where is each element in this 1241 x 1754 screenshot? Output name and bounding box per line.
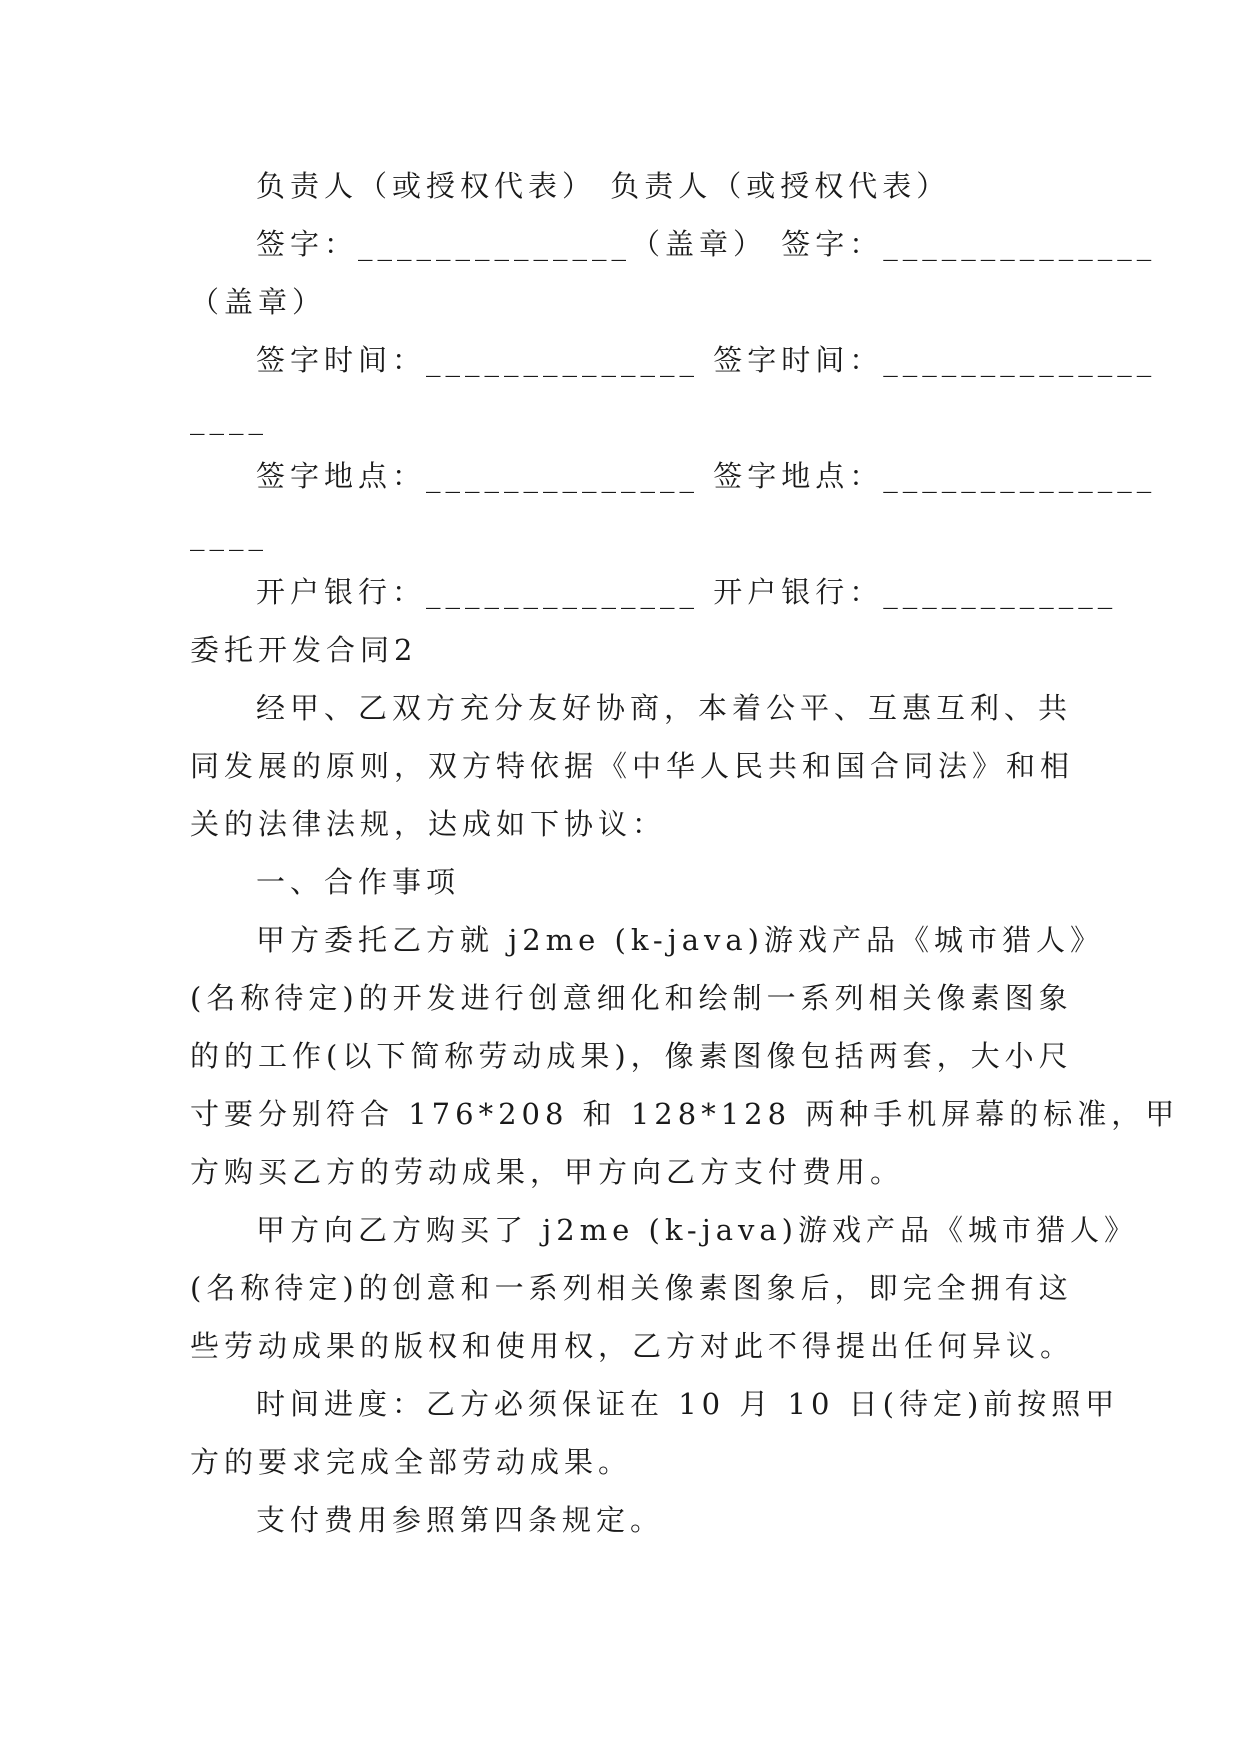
clause-1-line-1: 甲方委托乙方就 j2me (k-java)游戏产品《城市猎人》: [256, 923, 1104, 957]
contract-title: 委托开发合同2: [190, 633, 418, 667]
signature-line: 签字：______________（盖章） 签字：______________: [256, 227, 1157, 261]
signatory-heading-line: 负责人（或授权代表） 负责人（或授权代表）: [256, 169, 951, 203]
schedule-line-1: 时间进度：乙方必须保证在 10 月 10 日(待定)前按照甲: [256, 1387, 1120, 1421]
clause-1-line-4: 寸要分别符合 176*208 和 128*128 两种手机屏幕的标准，甲: [190, 1097, 1180, 1131]
signing-place-line: 签字地点：______________ 签字地点：______________: [256, 459, 1157, 493]
clause-2-line-3: 些劳动成果的版权和使用权，乙方对此不得提出任何异议。: [190, 1329, 1075, 1363]
seal-continuation-line: （盖章）: [190, 285, 327, 319]
payment-reference-line: 支付费用参照第四条规定。: [256, 1503, 665, 1537]
clause-1-line-5: 方购买乙方的劳动成果，甲方向乙方支付费用。: [190, 1155, 905, 1189]
bank-line: 开户银行：______________ 开户银行：____________: [256, 575, 1118, 609]
signing-time-continuation-line: ____: [190, 401, 268, 435]
signing-time-line: 签字时间：______________ 签字时间：______________: [256, 343, 1157, 377]
signing-place-continuation-line: ____: [190, 517, 268, 551]
preamble-line-3: 关的法律法规，达成如下协议：: [190, 807, 667, 841]
section-heading-cooperation: 一、合作事项: [256, 865, 461, 899]
clause-1-line-3: 的的工作(以下简称劳动成果)，像素图像包括两套，大小尺: [190, 1039, 1073, 1073]
clause-1-line-2: (名称待定)的开发进行创意细化和绘制一系列相关像素图象: [190, 981, 1073, 1015]
schedule-line-2: 方的要求完成全部劳动成果。: [190, 1445, 633, 1479]
preamble-line-2: 同发展的原则，双方特依据《中华人民共和国合同法》和相: [190, 749, 1075, 783]
clause-2-line-2: (名称待定)的创意和一系列相关像素图象后，即完全拥有这: [190, 1271, 1073, 1305]
preamble-line-1: 经甲、乙双方充分友好协商，本着公平、互惠互利、共: [256, 691, 1073, 725]
clause-2-line-1: 甲方向乙方购买了 j2me (k-java)游戏产品《城市猎人》: [256, 1213, 1138, 1247]
